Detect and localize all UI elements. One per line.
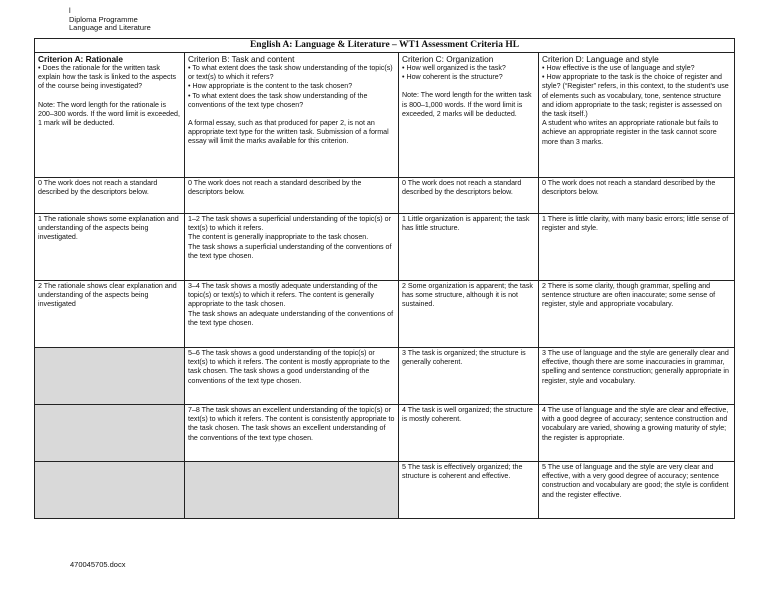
level-cell-d <box>539 214 735 281</box>
descriptor-text: 1 There is little clarity, with many basic errors; little sense of register and style. <box>542 215 729 233</box>
criterion-d-note: A student who writes an appropriate rationale but fails to achieve an appropriate register in the task cannot score more than 3 marks. <box>542 119 719 146</box>
criterion-b-question-1: • To what extent does the task show understanding of the topic(s) or text(s) to which it refers? <box>188 64 393 82</box>
descriptor-text: 0 The work does not reach a standard described by the descriptors below. <box>402 179 522 197</box>
criteria-header-row <box>35 53 735 178</box>
empty-cell-a <box>35 405 185 462</box>
descriptor-text: 1–2 The task shows a superficial understanding of the topic(s) or text(s) to which it refers. <box>188 215 391 233</box>
descriptor-text: 2 The rationale shows clear explanation and understanding of the aspects being investigated <box>38 282 177 309</box>
level-cell-c <box>399 281 539 348</box>
criterion-a-question: • Does the rationale for the written task explain how the task is linked to the aspects of the course being investigated? <box>38 64 177 91</box>
level-cell-b <box>185 281 399 348</box>
table-row <box>35 214 735 281</box>
criterion-d-question-2: • How appropriate to the task is the choice of register and style? (“Register” refers, in this context, to the student’s use of elements such as vocabulary, tone, sentence structure and idiom appropriate to the task; register is assessed on the task itself.) <box>542 73 729 119</box>
descriptor-text: 3 The task is organized; the structure is generally coherent. <box>402 349 526 367</box>
criterion-a-name: Criterion A: Rationale <box>38 54 123 64</box>
level-cell-c <box>399 214 539 281</box>
level-cell-d <box>539 178 735 214</box>
descriptor-text: 5 The use of language and the style are very clear and effective, with a very good degree of accuracy; sentence construction and vocabulary are good; the style is confident and the register effective. <box>542 463 729 499</box>
level-cell-a <box>35 178 185 214</box>
table-row <box>35 348 735 405</box>
descriptor-text: 2 Some organization is apparent; the task has some structure, although it is not sustained. <box>402 282 533 309</box>
descriptor-text: The task shows an adequate understanding of the conventions of the text type chosen. <box>188 309 394 327</box>
header-line-1: l <box>69 6 71 15</box>
descriptor-text: The content is generally inappropriate to the task chosen. <box>188 233 369 242</box>
level-cell-c <box>399 405 539 462</box>
criterion-c-question-1: • How well organized is the task? <box>402 64 506 72</box>
document-header <box>69 7 151 33</box>
criterion-b-question-3: • To what extent does the task show understanding of the conventions of the text type chosen? <box>188 91 368 109</box>
descriptor-text: 3 The use of language and the style are generally clear and effective, though there are some inaccuracies in grammar, spelling and sentence construction; generally appropriate in register, style and vocabulary. <box>542 349 729 385</box>
level-cell-b <box>185 214 399 281</box>
criterion-b-name: Criterion B: Task and content <box>188 54 295 64</box>
empty-cell-b <box>185 462 399 519</box>
criterion-d-header <box>539 53 735 178</box>
level-cell-a <box>35 281 185 348</box>
descriptor-text: The task shows a superficial understanding of the conventions of the text type chosen. <box>188 242 392 260</box>
level-cell-a <box>35 214 185 281</box>
level-cell-d <box>539 462 735 519</box>
descriptor-text: 3–4 The task shows a mostly adequate understanding of the topic(s) or text(s) to which it refers. The content is generally appropriate to the task chosen. <box>188 282 378 309</box>
table-row <box>35 462 735 519</box>
level-cell-d <box>539 405 735 462</box>
criterion-a-header <box>35 53 185 178</box>
descriptor-text: 4 The use of language and the style are clear and effective, with a good degree of accuracy; sentence construction and vocabulary are varied, showing a growing maturity of style; the register is appropriate. <box>542 406 729 442</box>
criterion-c-note: Note: The word length for the written task is 800–1,000 words. If the word limit is exceeded, 2 marks will be deducted. <box>402 91 532 118</box>
level-cell-c <box>399 178 539 214</box>
subject-name: Language and Literature <box>69 23 151 32</box>
descriptor-text: 5–6 The task shows a good understanding of the topic(s) or text(s) to which it refers. The content is mostly appropriate to the task chosen. The task shows a good understanding of the conventions of the text type chosen. <box>188 349 390 385</box>
level-cell-d <box>539 281 735 348</box>
criterion-b-note: A formal essay, such as that produced for paper 2, is not an appropriate text type for the written task. Submission of a formal essay will limit the marks available for this criterion. <box>188 119 389 146</box>
criterion-c-header <box>399 53 539 178</box>
descriptor-text: 5 The task is effectively organized; the structure is coherent and effective. <box>402 463 523 481</box>
table-row <box>35 281 735 348</box>
criterion-d-question-1: • How effective is the use of language and style? <box>542 64 695 72</box>
empty-cell-a <box>35 462 185 519</box>
criterion-d-name: Criterion D: Language and style <box>542 54 659 64</box>
empty-cell-a <box>35 348 185 405</box>
criterion-b-question-2: • How appropriate is the content to the task chosen? <box>188 82 353 91</box>
assessment-criteria-table <box>34 38 735 519</box>
descriptor-text: 0 The work does not reach a standard described by the descriptors below. <box>188 179 362 197</box>
criterion-b-header <box>185 53 399 178</box>
descriptor-text: 0 The work does not reach a standard described by the descriptors below. <box>38 179 158 197</box>
descriptor-text: 1 The rationale shows some explanation and understanding of the aspects being investigated. <box>38 215 179 242</box>
table-title: English A: Language & Literature – WT1 Assessment Criteria HL <box>35 39 735 53</box>
level-cell-b <box>185 348 399 405</box>
table-row <box>35 405 735 462</box>
criterion-c-question-2: • How coherent is the structure? <box>402 73 503 82</box>
programme-name: Diploma Programme <box>69 14 138 24</box>
level-cell-b <box>185 405 399 462</box>
descriptor-text: 1 Little organization is apparent; the task has little structure. <box>402 215 530 233</box>
descriptor-text: 0 The work does not reach a standard described by the descriptors below. <box>542 179 716 197</box>
descriptor-text: 4 The task is well organized; the structure is mostly coherent. <box>402 406 533 424</box>
descriptor-text: 2 There is some clarity, though grammar, spelling and sentence structure are often inaccurate; some sense of register, style and appropriate vocabulary. <box>542 282 716 309</box>
level-cell-c <box>399 348 539 405</box>
document-filename: 470045705.docx <box>70 560 126 569</box>
table-row <box>35 178 735 214</box>
level-cell-b <box>185 178 399 214</box>
criterion-c-name: Criterion C: Organization <box>402 54 494 64</box>
level-cell-c <box>399 462 539 519</box>
criterion-a-note: Note: The word length for the rationale is 200–300 words. If the word limit is exceeded, 1 mark will be deducted. <box>38 100 180 128</box>
descriptor-text: 7–8 The task shows an excellent understanding of the topic(s) or text(s) to which it refers. The content is consistently appropriate to the task chosen. The task shows an excellent understanding of the conventions of the text type chosen. <box>188 406 395 442</box>
level-cell-d <box>539 348 735 405</box>
